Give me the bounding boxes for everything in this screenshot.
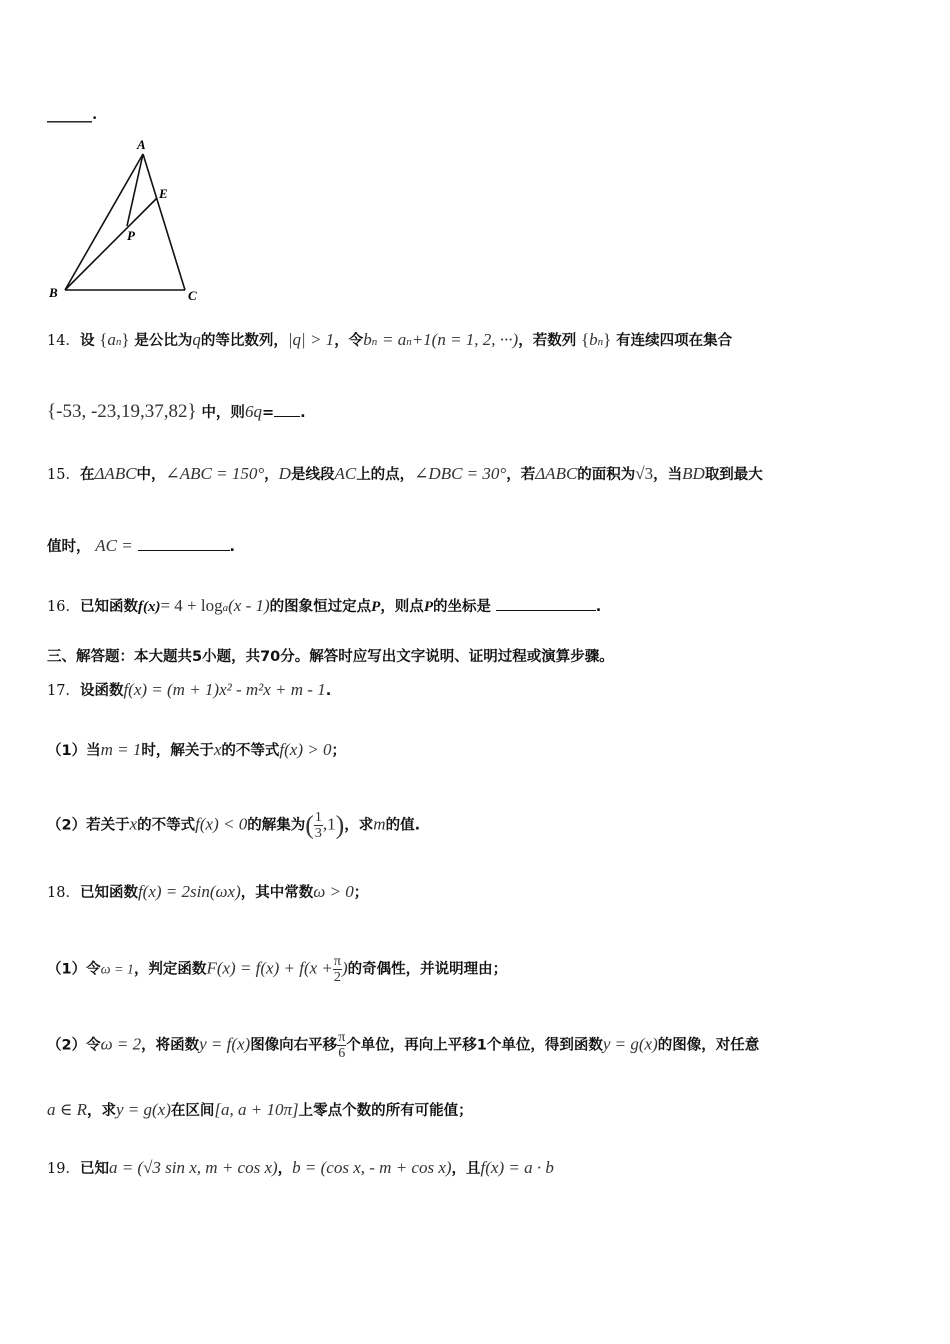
fraction xyxy=(337,1030,346,1061)
text: 令 xyxy=(86,1037,101,1054)
question-15 xyxy=(47,464,763,485)
text: = xyxy=(261,405,275,421)
text: . xyxy=(229,539,236,555)
text: 时，解关于 xyxy=(141,743,214,759)
question-17-part2 xyxy=(47,810,420,841)
text: ，判定函数 xyxy=(133,961,207,978)
text: 在区间 xyxy=(170,1103,215,1119)
text: 上零点个数的所有可能值； xyxy=(298,1103,473,1119)
math: m = 1 xyxy=(100,740,142,759)
text: 已知函数 xyxy=(79,599,138,615)
text: 令 xyxy=(86,961,101,978)
text: ，求 xyxy=(86,1103,116,1119)
math: √3 xyxy=(635,464,654,483)
math: = 4 + log xyxy=(160,596,223,615)
subscript: n xyxy=(115,336,122,348)
math: ω = 2 xyxy=(100,1034,142,1054)
math: AC = xyxy=(95,536,133,555)
open-paren: ( xyxy=(305,810,314,840)
math: ΔABC xyxy=(94,464,137,483)
math-set: {-53, -23,19,37,82} xyxy=(47,401,197,422)
question-number: 17． xyxy=(47,683,80,699)
text: ，若数列 xyxy=(518,333,577,349)
question-number: 14． xyxy=(47,333,80,349)
triangle-figure xyxy=(45,134,215,306)
text: 的等比数列， xyxy=(200,333,288,349)
math: x xyxy=(129,814,138,834)
math: b xyxy=(589,330,598,349)
question-14-line2 xyxy=(47,402,306,423)
math: a = (√3 sin x, m + cos x) xyxy=(108,1158,278,1177)
text: 1 xyxy=(476,1037,487,1054)
text: 已知 xyxy=(79,1161,109,1177)
math: q xyxy=(192,330,201,349)
question-18-part1 xyxy=(47,954,507,985)
text: 中，则 xyxy=(201,405,245,421)
text: 若关于 xyxy=(86,817,130,834)
text: ； xyxy=(353,885,369,901)
math: BD xyxy=(682,464,705,483)
question-number: 19． xyxy=(47,1161,80,1177)
math: a xyxy=(107,330,116,349)
answer-blank[interactable] xyxy=(274,402,300,417)
text: 取到最大 xyxy=(704,467,763,483)
text: ，当 xyxy=(653,467,683,483)
math: a ∈ R xyxy=(47,1100,87,1119)
part-label: （2） xyxy=(47,1037,87,1054)
math: 6q xyxy=(244,402,262,421)
math: f(x) < 0 xyxy=(195,814,248,834)
text: 设 xyxy=(79,333,95,349)
question-number: 15． xyxy=(47,467,80,483)
text: . xyxy=(325,683,332,699)
answer-blank[interactable] xyxy=(138,536,230,551)
text: 上的点， xyxy=(356,467,415,483)
previous-answer-blank xyxy=(47,104,97,124)
math: [a, a + 10π] xyxy=(214,1100,299,1119)
edge-AB xyxy=(65,154,143,290)
fraction xyxy=(314,810,323,841)
text: ； xyxy=(331,743,346,759)
question-18-part2 xyxy=(47,1030,759,1061)
text: ， xyxy=(277,1161,293,1177)
label-B: B xyxy=(49,285,58,300)
subscript: n xyxy=(406,336,412,348)
question-14 xyxy=(47,330,732,352)
math: (x - 1) xyxy=(228,596,270,615)
part-label: （1） xyxy=(47,743,87,759)
label-P: P xyxy=(127,228,135,243)
math: x xyxy=(213,740,222,759)
question-number: 18． xyxy=(47,885,80,901)
math: y = g(x) xyxy=(115,1100,171,1119)
text: 在 xyxy=(79,467,95,483)
subscript: a xyxy=(222,602,229,614)
fraction xyxy=(333,954,342,985)
math: f(x) = (m + 1)x² - m²x + m - 1 xyxy=(123,680,326,699)
text: ，将函数 xyxy=(141,1037,200,1054)
text: ， xyxy=(264,467,279,483)
numerator: π xyxy=(338,1030,346,1045)
label-E: E xyxy=(159,186,168,201)
section-heading: 三、解答题：本大题共5小题，共70分。解答时应写出文字说明、证明过程或演算步骤。 xyxy=(47,649,614,665)
question-17-part1 xyxy=(47,740,346,761)
close-paren: ) xyxy=(335,810,345,840)
text: ，其中常数 xyxy=(240,885,314,901)
question-18 xyxy=(47,882,368,903)
text: 图像向右平移 xyxy=(250,1037,338,1054)
math: y = g(x) xyxy=(602,1034,658,1054)
text: 值时， xyxy=(47,539,91,555)
question-17 xyxy=(47,680,331,701)
question-18-part2-line2 xyxy=(47,1100,473,1121)
subscript: n xyxy=(597,336,604,348)
math-set-bn: {bn} xyxy=(581,330,612,349)
numerator: 1 xyxy=(314,810,322,825)
numerator: π xyxy=(333,954,341,969)
math: P xyxy=(371,599,381,615)
text: 的图像，对任意 xyxy=(657,1037,760,1054)
label-A: A xyxy=(137,137,146,152)
text: 已知函数 xyxy=(79,885,138,901)
math: |q| > 1 xyxy=(287,330,335,349)
text: 的值. xyxy=(385,817,421,834)
math: D xyxy=(278,464,291,483)
math: ∠ABC = 150° xyxy=(165,464,265,483)
math: y = f(x) xyxy=(199,1034,251,1054)
subscript: n xyxy=(371,336,378,348)
segment-BE xyxy=(65,198,157,290)
edge-AC xyxy=(143,154,185,290)
text: 是线段 xyxy=(290,467,335,483)
text: 的面积为 xyxy=(577,467,636,483)
text: 个单位，再向上平移 xyxy=(346,1037,477,1054)
text: . xyxy=(300,405,306,421)
answer-blank[interactable] xyxy=(496,596,596,611)
text: 的坐标是 xyxy=(432,599,491,615)
text: 的解集为 xyxy=(247,817,306,834)
text: 是公比为 xyxy=(134,333,193,349)
text: ，若 xyxy=(506,467,536,483)
math: ∠DBC = 30° xyxy=(414,464,507,483)
math: ,1 xyxy=(322,814,336,834)
math: b = (cos x, - m + cos x) xyxy=(292,1158,452,1177)
question-15-line2 xyxy=(47,536,235,557)
math: -53, -23,19,37,82 xyxy=(56,401,188,422)
math: ω > 0 xyxy=(313,882,354,901)
text: 设函数 xyxy=(79,683,124,699)
text: ，则点 xyxy=(380,599,424,615)
text: 有连续四项在集合 xyxy=(616,333,733,349)
math: bn xyxy=(363,330,378,349)
text: 个单位，得到函数 xyxy=(486,1037,603,1054)
text: 的奇偶性，并说明理由； xyxy=(347,961,508,978)
text: 中， xyxy=(136,467,166,483)
text: ，令 xyxy=(334,333,364,349)
text: 当 xyxy=(86,743,101,759)
text: ，求 xyxy=(344,817,374,834)
denominator: 3 xyxy=(314,826,322,841)
math: F(x) = f(x) + f(x + xyxy=(206,958,333,978)
math: ω = 1 xyxy=(100,962,134,978)
text: . xyxy=(595,599,602,615)
top-blank-text: ______. xyxy=(47,105,98,123)
math: AC xyxy=(334,464,357,483)
math: ) xyxy=(341,958,348,978)
denominator: 2 xyxy=(333,970,341,985)
text: 的不等式 xyxy=(221,743,280,759)
math: f(x) > 0 xyxy=(279,740,332,759)
label-C: C xyxy=(188,288,197,303)
math: P xyxy=(423,599,433,615)
math: f(x) xyxy=(137,599,161,615)
math: = a xyxy=(381,330,407,349)
text: ，且 xyxy=(451,1161,481,1177)
math: +1(n = 1, 2, ···) xyxy=(411,330,519,349)
denominator: 6 xyxy=(338,1046,346,1061)
math: f(x) = a · b xyxy=(480,1158,554,1177)
question-number: 16． xyxy=(47,599,80,615)
math: ΔABC xyxy=(535,464,578,483)
text: 的图象恒过定点 xyxy=(269,599,372,615)
math-set-an: {an} xyxy=(99,330,130,349)
part-label: （1） xyxy=(47,961,87,978)
question-16 xyxy=(47,596,601,618)
part-label: （2） xyxy=(47,817,87,834)
math: m xyxy=(373,814,386,834)
math: f(x) = 2sin(ωx) xyxy=(137,882,241,901)
question-19 xyxy=(47,1158,554,1179)
text: 的不等式 xyxy=(137,817,196,834)
